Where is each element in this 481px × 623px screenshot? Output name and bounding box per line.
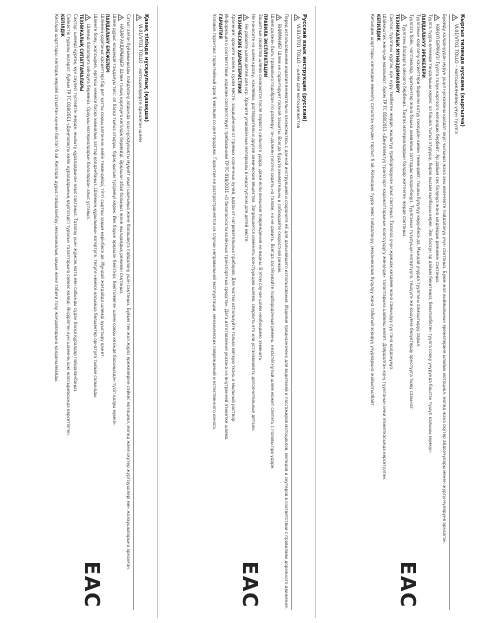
warning-triangle-icon <box>243 14 249 21</box>
warning-triangle-icon <box>137 14 143 21</box>
column-header <box>133 14 149 610</box>
paragraph: Хранение: храните шлем в сухом месте, защищённом от прямых солнечных лучей, вдали от нагревательных приборов. Для чистки используйте только мягкую ткань и мыльный раствор. <box>231 14 237 423</box>
paragraph: Условия гарантии: гарантийный срок 6 месяцев со дня продажи. Гарантия не распространяется на случаи неправильной эксплуатации, механических повреждений и естественного износа. <box>212 14 218 431</box>
warning-text: Туулганы балдарга ойноого бербеңиз. Таңгак материалдарын балдар жетпеген жерде сактаңыз. <box>402 24 408 238</box>
column-body <box>167 14 289 610</box>
section-heading: ТЕХНИКАЛЫК МҮНӨЗДӨМӨЛӨРҮ <box>394 14 400 93</box>
column-title: Русский язык инструкция (русский) <box>301 14 307 122</box>
section-heading: ТЕХНИЧЕСКИЕ ХАРАКТЕРИСТИКИ <box>236 14 242 94</box>
column-subtitle: VL01/VT01 TOLLO – мотоциклдерге арналған шлем <box>137 24 143 143</box>
column-title: Кыргыз тилинде нускама (кыргызча) <box>459 14 465 127</box>
column-body <box>325 14 447 610</box>
paragraph: Перед использованием изделия внимательно ознакомьтесь с данной инструкцией и сохраните её для дальнейшего использования. Изделие предназначено для водителей и пассажиров мотоциклов, мопедов и скутеров в соответствии с правилами дорожного движения. <box>284 14 289 609</box>
instruction-column-russian <box>164 6 310 618</box>
paragraph: Не наносите на шлем краску, наклейки, растворители и другие химические вещества. Запрещается изменять конструкцию шлема, сверлить его или устанавливать дополнительные детали. <box>250 14 256 432</box>
warning-triangle-icon <box>295 14 301 21</box>
warning-block <box>434 14 440 610</box>
warning-text: ВНИМАНИЕ! Шлем не гарантирует полной защиты. Всегда будьте внимательны и соблюдайте скоростной режим. <box>277 24 283 274</box>
eac-mark: EAC <box>396 561 420 608</box>
paragraph: Туулганын коргоочу касиеттери биринчи катуу соккудан кийин төмөндөйт, тышкы бузулуу көрүнбөсө да. Мындай учурда туулганы алмаштыруу зарыл. <box>415 14 421 348</box>
paragraph: Сактоо: туулганы кургак, күн нуру тийбеген жерде, жылытуу приборлорунан алыс сактаңыз. Тазалоо үчүн жумшак кездеме жана самындуу суу гана колдонуңуз. <box>389 14 395 371</box>
paragraph: Защитные свойства шлема снижаются после первого сильного удара, даже если внешние повреждения не видны. В этом случае шлем необходимо заменить. <box>257 14 263 362</box>
warning-triangle-icon <box>118 14 124 21</box>
warning-text: Не давайте шлем детям для игр. Храните упаковочные материалы в недоступном для детей месте. <box>244 24 250 243</box>
section-heading: ПАЙДАЛАНУ ЕРЕЖЕЛЕРІ <box>105 14 111 73</box>
paragraph: Шлем должен быть правильно подобран по размеру: он должен плотно сидеть на голове, но не давить. Всегда застёгивайте подбородочный ремень; незастёгнутый шлем может слететь с головы при ударе. <box>269 14 275 470</box>
warning-block <box>243 14 249 610</box>
warning-triangle-icon <box>276 14 282 21</box>
section-heading: ПАЙДАЛАНУУ ЭРЕЖЕЛЕРИ <box>421 14 427 78</box>
paragraph: Информация о соответствии: изделие соответствует требованиям ТР ТС 018/2011 «О безопасности колёсных транспортных средств». Дата изготовления указана на внутренней этикетке шлема. <box>224 14 230 441</box>
paragraph: Шлемнің қорғаныс қасиеттері бір рет қатты соққы алғаннан кейін төмендейді, тіпті сыртқы зақым көрінбесе де. Мұндай жағдайда шлемді ауыстыру қажет. <box>99 14 105 358</box>
paragraph: Кепилдик шарттары: кепилдик мөөнөтү сатылган күндөн тартып 6 ай. Кепилдик туура эмес пайдалануу, механикалык бузулуу жана табигый эскирүү учурларына жайылтылбайт. <box>370 14 376 408</box>
section-heading: КЕПИЛДИК <box>375 14 381 41</box>
paragraph: Сатып алған бұйымыңызды пайдалану алдында осы нұсқаулықты мұқият оқып шығыңыз және болашақта пайдалану үшін сақтаңыз. Бұйым тек жол жүрісі ережелеріне сәйкес мотоцикл, мопед және скутер жүргізушілері мен жолаушыларына арналған. <box>126 14 131 571</box>
warning-triangle-icon <box>453 14 459 21</box>
column-divider <box>157 6 158 618</box>
warning-block <box>118 14 124 610</box>
paragraph: Шайкештик жөнүндө маалымат: буюм ТР ТС 018/2011 «Дөңгөлөктүү транспорт каражаттарынын коопсуздугу жөнүндө» талаптарына шайкеш келет. Даярдалган күнү туулганын ички этикеткасында көрсөтүлгөн. <box>382 14 388 481</box>
instruction-column-kyrgyz <box>322 6 468 618</box>
paragraph: Туулгага боёк, чаптамалар, эриткичтер жана башка химиялык заттарды колдонбоңуз. Туулганын түзүлүшүн өзгөртүүгө, тешүүгө же кошумча бөлүктөрдү орнотууга тыюу салынат. <box>408 14 414 411</box>
paragraph: Сақтау: шлемді құрғақ, күн сәулесі түспейтін жерде, жылыту құралдарынан алыс сақтаңыз. Тазалау үшін жұмсақ мата мен сабынды судан басқа құралдар пайдаланбаңыз. <box>73 14 79 393</box>
warning-block <box>276 14 282 610</box>
subtitle-row <box>453 14 459 610</box>
section-heading: ГАРАНТИЯ <box>217 14 223 39</box>
paragraph: Туулга туура өлчөмдө тандалышы керек: ал башка тыгыз отурушу, бирок кысым кылбашы керек. Ээк боосун ар дайым бекитиңиз; бекитилбеген туулга сокку учурунда баштан түшүп калышы мүмкүн. <box>427 14 433 454</box>
column-body <box>9 14 131 610</box>
subtitle-row <box>295 14 301 610</box>
warning-text: КӨҢҮЛ БУРУҢУЗ! Туулга толук коргоого кепилдик бербейт. Ар дайым сак болуңуз жана ылдамдык режимин сактаңыз. <box>435 24 441 284</box>
paragraph: Шлем дұрыс өлшемде таңдалуы тиіс: ол басқа тығыз отыруы, бірақ қысым түсірмеуі керек. Иек бауын әрқашан бекітіңіз; бекітілмеген шлем соққы кезінде басыңыздан түсіп қалуы мүмкін. <box>111 14 117 426</box>
paragraph: Шлемге бояу, жапсырма, еріткіш немесе басқа химиялық заттар қолданбаңыз. Шлемнің құрылымын өзгертуге, тесуге немесе қосымша бөлшектер орнатуға тыйым салынады. <box>92 14 98 399</box>
warning-block <box>401 14 407 610</box>
column-subtitle: VL01/VT01 TOLLO – мотоциклчилер үчүн туулга <box>453 24 459 134</box>
column-divider <box>315 6 316 618</box>
column-subtitle: VL01/VT01 TOLLO – шлем для мотоциклистов <box>295 24 301 129</box>
section-heading: ТЕХНИКАЛЫҚ СИПАТТАМАЛАРЫ <box>78 14 84 92</box>
eac-mark: EAC <box>80 561 104 608</box>
paragraph: Кепілдік шарттары: кепілдік мерзімі сатылған күннен бастап 6 ай. Кепілдік дұрыс пайдаланбау, механикалық зақым және табиғи тозу жағдайларына қолданылмайды. <box>54 14 60 383</box>
column-title: Қазақ тілінде нұсқаулық (қазақша) <box>143 14 149 122</box>
warning-triangle-icon <box>401 14 407 21</box>
section-heading: ПРАВИЛА ЭКСПЛУАТАЦИИ <box>263 14 269 78</box>
warning-triangle-icon <box>434 14 440 21</box>
subtitle-row <box>137 14 143 610</box>
column-header <box>449 14 465 610</box>
warning-block <box>85 14 91 610</box>
eac-mark: EAC <box>238 561 262 608</box>
column-header <box>291 14 307 610</box>
instruction-column-kazakh <box>6 6 152 618</box>
paragraph: Сәйкестік туралы ақпарат: бұйым ТР ТС 018/2011 «Доңғалақты көлік құралдарының қауіпсіздігі туралы» талаптарына сәйкес келеді. Өндірілген күні шлемнің ішкі жапсырмасында көрсетілген. <box>66 14 72 437</box>
warning-text: НАЗАР АУДАРЫҢЫЗ! Шлем толық қорғауға кепілдік бермейді. Әрқашан абай болыңыз және жылдамдық режимін сақтаңыз. <box>119 24 125 295</box>
paragraph: Буюмду колдонуудан мурун ушул нускаманы кылдат окуп чыгыңыз жана аны келечекте пайдалануу үчүн сактаңыз. Буюм жол кыймылынын эрежелерине ылайык мотоцикл, мопед жана скутер айдоочулары менен жүргүнчүлөрүнө арналган. <box>442 14 447 544</box>
warning-text: Шлемді балаларға ойнауға бермеңіз. Орауыш материалдарын балалардан алыс ұстаңыз. <box>86 24 92 221</box>
section-heading: КЕПІЛДІК <box>59 14 65 38</box>
warning-triangle-icon <box>85 14 91 21</box>
